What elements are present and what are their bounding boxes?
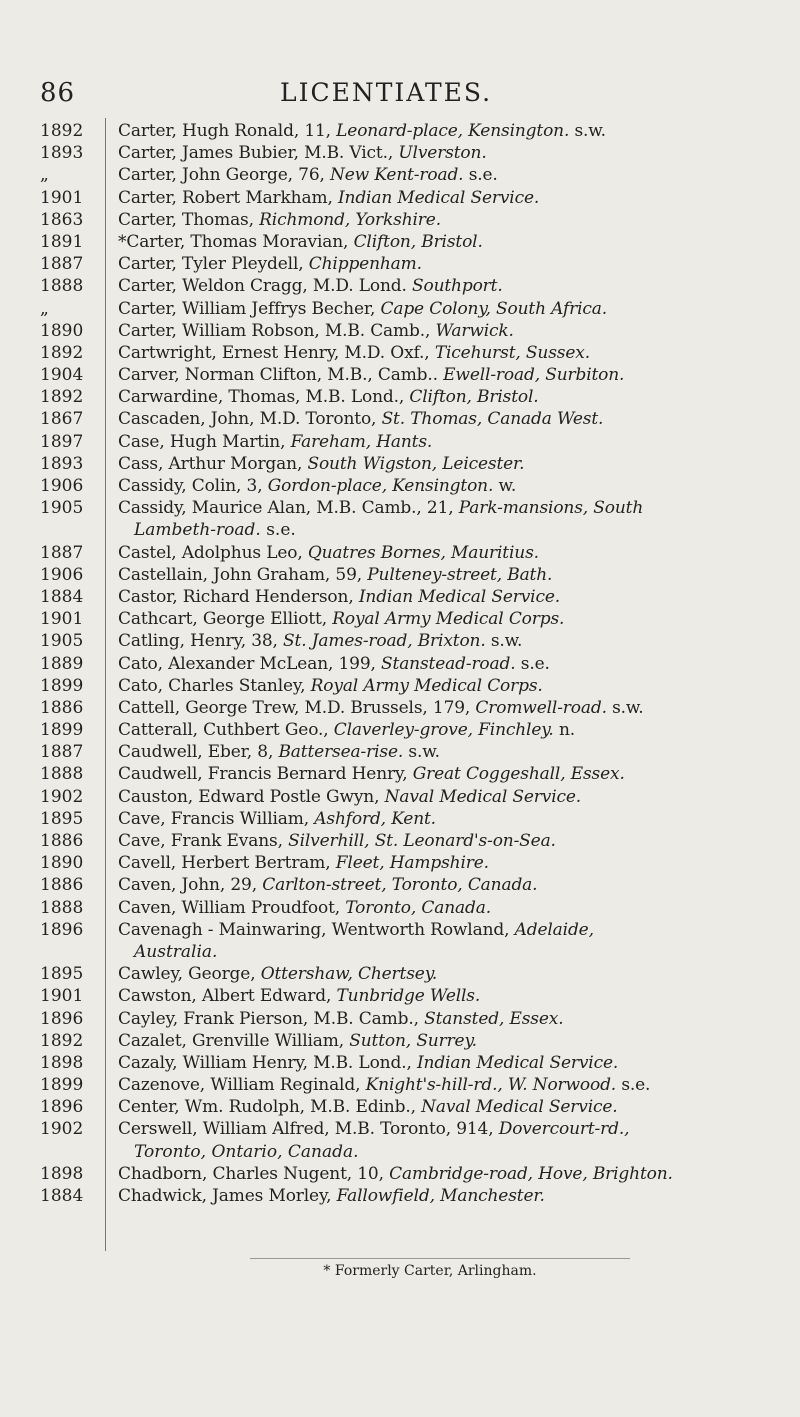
entry-text: [118, 787, 581, 807]
entry-year: 1892: [40, 342, 84, 363]
entry-district: n.: [553, 720, 575, 741]
entry-place: Stansted, Essex.: [424, 1008, 564, 1029]
entry-name: Cawston, Albert Edward,: [118, 986, 337, 1007]
entry-year: 1887: [40, 254, 84, 275]
entry-place-continued: Toronto, Ontario, Canada.: [134, 1141, 359, 1162]
entry-place-continued: Australia.: [134, 941, 218, 962]
entry-place: Ottershaw, Chertsey.: [260, 964, 438, 985]
entry-place: Battersea-rise.: [278, 742, 404, 763]
entry-place: Fallowfield, Manchester.: [336, 1186, 545, 1206]
entry-name: Caudwell, Eber, 8,: [118, 742, 279, 763]
entry-year: 1906: [40, 476, 84, 496]
entry-year: 1892: [40, 387, 84, 408]
entry-district: s.w.: [606, 697, 644, 718]
list-item: [0, 587, 800, 609]
entry-place: Cromwell-road.: [475, 697, 607, 718]
list-item: [0, 210, 800, 232]
entry-text: [118, 232, 483, 252]
list-item: [0, 254, 800, 276]
entry-text: [118, 543, 539, 563]
entry-name: Cassidy, Colin, 3,: [118, 476, 268, 496]
entry-place: Naval Medical Service.: [384, 786, 582, 807]
entry-district: s.w.: [485, 631, 523, 652]
entry-text: [118, 1186, 545, 1206]
entry-text: [118, 720, 575, 740]
page-number: 86: [40, 78, 76, 108]
entry-place: Fleet, Hampshire.: [335, 853, 489, 874]
list-item: [0, 498, 800, 542]
entry-year: 1887: [40, 742, 84, 763]
entry-name: Carter, Thomas,: [118, 209, 260, 230]
entry-year: 1893: [40, 143, 84, 164]
entry-year: 1884: [40, 1186, 84, 1206]
entry-place: St. James-road, Brixton.: [283, 631, 486, 652]
entry-text: [118, 587, 560, 607]
entry-name: *Carter, Thomas Moravian,: [118, 231, 354, 252]
entry-place: Ulverston.: [398, 143, 487, 164]
entry-name: Catterall, Cuthbert Geo.,: [118, 720, 334, 741]
list-item: [0, 343, 800, 365]
entry-text: [118, 964, 437, 984]
list-item: [0, 409, 800, 431]
entry-name: Cavell, Herbert Bertram,: [118, 853, 336, 874]
list-item: [0, 809, 800, 831]
entry-continuation: [134, 520, 296, 540]
entry-text: [118, 654, 550, 674]
entry-name: Chadborn, Charles Nugent, 10,: [118, 1163, 390, 1184]
entry-text: [118, 409, 603, 429]
list-item: [0, 831, 800, 853]
entry-district: s.e.: [260, 520, 296, 541]
entry-year: 1893: [40, 453, 84, 474]
entry-district: w.: [493, 476, 517, 496]
entry-text: [118, 1164, 673, 1184]
entry-name: Castor, Richard Henderson,: [118, 586, 359, 607]
entry-place: Clifton, Bristol.: [353, 231, 483, 252]
entry-place: Southport.: [411, 276, 503, 297]
entry-year: 1895: [40, 808, 84, 829]
entry-place: Ticehurst, Sussex.: [434, 342, 590, 363]
entry-name: Cazaly, William Henry, M.B. Lond.,: [118, 1052, 417, 1073]
entry-year: 1892: [40, 121, 84, 141]
entry-continuation: [134, 1142, 359, 1162]
entry-year: 1890: [40, 320, 84, 341]
entry-place: Quatres Bornes, Mauritius.: [307, 542, 539, 563]
entry-year: 1863: [40, 209, 84, 230]
list-item: [0, 875, 800, 897]
entry-place: Park-mansions, South: [458, 498, 644, 519]
entry-place: Warwick.: [435, 320, 514, 341]
entry-text: [118, 387, 539, 407]
entry-year: 1902: [40, 786, 84, 807]
entry-year: 1895: [40, 964, 84, 985]
entry-name: Cartwright, Ernest Henry, M.D. Oxf.,: [118, 342, 435, 363]
list-item: [0, 631, 800, 653]
list-item: [0, 1009, 800, 1031]
entry-text: [118, 698, 644, 718]
list-item: [0, 321, 800, 343]
list-item: [0, 1164, 800, 1186]
entry-name: Caudwell, Francis Bernard Henry,: [118, 764, 413, 785]
list-item: [0, 1119, 800, 1163]
entry-name: Carter, Weldon Cragg, M.D. Lond.: [118, 276, 412, 297]
entry-district: s.e.: [463, 165, 498, 186]
entry-name: Carter, James Bubier, M.B. Vict.,: [118, 143, 399, 164]
page-header: [0, 78, 800, 118]
entry-year: 1897: [40, 431, 84, 452]
entry-name: Chadwick, James Morley,: [118, 1186, 337, 1206]
entry-text: [118, 476, 516, 496]
entry-year: 1888: [40, 764, 84, 785]
list-item: [0, 1075, 800, 1097]
entry-text: [118, 454, 524, 474]
entry-year: 1892: [40, 1030, 84, 1051]
entry-place: Carlton-street, Toronto, Canada.: [262, 875, 538, 896]
entry-year: 1884: [40, 586, 84, 607]
entry-year: 1906: [40, 564, 84, 585]
entry-continuation: [134, 942, 217, 962]
list-item: [0, 853, 800, 875]
entry-name: Cass, Arthur Morgan,: [118, 453, 308, 474]
entry-text: [118, 742, 440, 762]
list-item: [0, 1097, 800, 1119]
list-item: [0, 742, 800, 764]
list-item: [0, 276, 800, 298]
entry-text: [118, 1031, 477, 1051]
entry-place: South Wigston, Leicester.: [307, 453, 525, 474]
list-item: [0, 188, 800, 210]
entry-year: 1904: [40, 365, 84, 386]
entry-text: [118, 299, 607, 319]
entry-text: [118, 986, 480, 1006]
entry-text: [118, 676, 543, 696]
list-item: [0, 898, 800, 920]
entry-year: 1889: [40, 653, 84, 674]
entry-place: Leonard-place, Kensington.: [336, 121, 570, 141]
list-item: [0, 454, 800, 476]
entry-year: 1901: [40, 609, 84, 630]
entry-name: Cazenove, William Reginald,: [118, 1075, 366, 1096]
entry-name: Cave, Frank Evans,: [118, 831, 289, 851]
entry-name: Carter, Robert Markham,: [118, 187, 338, 208]
entry-name: Catling, Henry, 38,: [118, 631, 284, 652]
entry-text: [118, 920, 594, 940]
entry-name: Carter, William Robson, M.B. Camb.,: [118, 320, 436, 341]
list-item: [0, 720, 800, 742]
entry-place: Pulteney-street, Bath.: [367, 564, 553, 585]
entry-name: Cavenagh - Mainwaring, Wentworth Rowland,: [118, 919, 515, 940]
entry-text: [118, 321, 514, 341]
entry-place: New Kent-road.: [330, 165, 464, 186]
entry-place: Ewell-road, Surbiton.: [443, 365, 625, 386]
list-item: [0, 143, 800, 165]
list-item: [0, 432, 800, 454]
entry-place-continued: Lambeth-road.: [134, 520, 261, 541]
entry-year: 1890: [40, 853, 84, 874]
entry-text: [118, 276, 503, 296]
entry-text: [118, 165, 498, 185]
entry-district: s.w.: [403, 742, 440, 763]
entry-text: [118, 831, 556, 851]
entry-name: Cattell, George Trew, M.D. Brussels, 179,: [118, 697, 476, 718]
running-title: LICENTIATES.: [280, 78, 493, 107]
entry-name: Caven, William Proudfoot,: [118, 897, 346, 918]
entry-place: Stanstead-road.: [381, 653, 516, 674]
entry-place: Silverhill, St. Leonard's-on-Sea.: [288, 831, 556, 851]
entry-place: Claverley-grove, Finchley.: [333, 720, 554, 741]
entry-text: [118, 121, 606, 141]
entry-year: 1899: [40, 720, 84, 741]
entry-name: Caven, John, 29,: [118, 875, 263, 896]
entry-name: Carter, Tyler Pleydell,: [118, 254, 309, 275]
entry-place: Indian Medical Service.: [358, 586, 560, 607]
entry-year: 1896: [40, 919, 84, 940]
list-item: [0, 920, 800, 964]
entry-place: Indian Medical Service.: [416, 1052, 619, 1073]
entry-text: [118, 365, 624, 385]
entry-place: Ashford, Kent.: [314, 808, 436, 829]
entry-place: Tunbridge Wells.: [336, 986, 481, 1007]
footnote-rule: [250, 1258, 630, 1259]
entry-place: Clifton, Bristol.: [409, 387, 539, 408]
entry-place: Sutton, Surrey.: [349, 1030, 477, 1051]
entry-place: Cape Colony, South Africa.: [380, 298, 607, 319]
entry-text: [118, 432, 432, 452]
entry-year: 1899: [40, 1075, 84, 1096]
list-item: [0, 299, 800, 321]
entry-text: [118, 898, 491, 918]
list-item: [0, 121, 800, 143]
entry-text: [118, 1119, 629, 1139]
entry-place: St. Thomas, Canada West.: [381, 409, 604, 430]
entry-year: 1905: [40, 498, 84, 519]
list-item: [0, 986, 800, 1008]
entry-name: Carter, Hugh Ronald, 11,: [118, 121, 337, 141]
entry-name: Carter, John George, 76,: [118, 165, 331, 186]
entry-name: Cato, Alexander McLean, 199,: [118, 653, 382, 674]
list-item: [0, 1053, 800, 1075]
entry-district: s.w.: [569, 121, 606, 141]
list-item: [0, 764, 800, 786]
entry-year: 1887: [40, 542, 84, 563]
entry-year: 1902: [40, 1119, 84, 1140]
entry-name: Carwardine, Thomas, M.B. Lond.,: [118, 387, 410, 408]
entry-name: Castellain, John Graham, 59,: [118, 564, 368, 585]
list-item: [0, 165, 800, 187]
list-item: [0, 543, 800, 565]
entry-year: 1905: [40, 631, 84, 652]
entry-place: Fareham, Hants.: [290, 431, 433, 452]
list-item: [0, 676, 800, 698]
list-item: [0, 654, 800, 676]
entry-text: [118, 210, 441, 230]
entry-year: 1888: [40, 897, 84, 918]
entry-text: [118, 1053, 618, 1073]
entry-year: 1898: [40, 1052, 84, 1073]
entry-place: Toronto, Canada.: [345, 897, 491, 918]
list-item: [0, 365, 800, 387]
list-item: [0, 565, 800, 587]
entry-name: Cascaden, John, M.D. Toronto,: [118, 409, 382, 430]
entry-name: Cato, Charles Stanley,: [118, 675, 311, 696]
entry-year: „: [40, 298, 49, 319]
entry-year: 1886: [40, 875, 84, 896]
entry-place: Chippenham.: [308, 254, 422, 275]
entry-place: Royal Army Medical Corps.: [310, 675, 543, 696]
entry-place: Richmond, Yorkshire.: [259, 209, 441, 230]
entry-name: Center, Wm. Rudolph, M.B. Edinb.,: [118, 1097, 422, 1118]
entry-place: Adelaide,: [514, 919, 594, 940]
entry-text: [118, 764, 625, 784]
entry-name: Causton, Edward Postle Gwyn,: [118, 786, 385, 807]
entry-name: Castel, Adolphus Leo,: [118, 542, 308, 563]
entry-place: Royal Army Medical Corps.: [332, 609, 565, 630]
list-item: [0, 964, 800, 986]
entry-year: 1896: [40, 1008, 84, 1029]
entry-name: Cerswell, William Alfred, M.B. Toronto, 914,: [118, 1119, 499, 1140]
entry-text: [118, 254, 422, 274]
entry-name: Cathcart, George Elliott,: [118, 609, 333, 630]
entry-district: s.e.: [515, 653, 550, 674]
entry-text: [118, 1097, 618, 1117]
entry-district: s.e.: [616, 1075, 651, 1096]
entry-year: 1886: [40, 697, 84, 718]
entry-year: 1899: [40, 675, 84, 696]
list-item: [0, 232, 800, 254]
entry-list: [0, 121, 800, 1208]
entry-year: „: [40, 165, 49, 186]
entry-text: [118, 143, 487, 163]
entry-name: Cassidy, Maurice Alan, M.B. Camb., 21,: [118, 498, 459, 519]
entry-text: [118, 343, 590, 363]
entry-year: 1891: [40, 231, 84, 252]
entry-year: 1888: [40, 276, 84, 297]
entry-text: [118, 498, 643, 518]
list-item: [0, 1186, 800, 1208]
entry-place: Great Coggeshall, Essex.: [412, 764, 625, 785]
entry-name: Case, Hugh Martin,: [118, 431, 291, 452]
entry-year: 1886: [40, 831, 84, 851]
list-item: [0, 787, 800, 809]
list-item: [0, 387, 800, 409]
entry-name: Cawley, George,: [118, 964, 261, 985]
entry-text: [118, 853, 489, 873]
entry-text: [118, 609, 564, 629]
list-item: [0, 476, 800, 498]
entry-name: Cayley, Frank Pierson, M.B. Camb.,: [118, 1008, 425, 1029]
entry-place: Naval Medical Service.: [421, 1097, 618, 1118]
entry-name: Cazalet, Grenville William,: [118, 1030, 350, 1051]
entry-text: [118, 809, 436, 829]
entry-name: Cave, Francis William,: [118, 808, 315, 829]
list-item: [0, 1031, 800, 1053]
entry-year: 1901: [40, 986, 84, 1007]
entry-year: 1896: [40, 1097, 84, 1118]
entry-text: [118, 875, 537, 895]
entry-name: Carter, William Jeffrys Becher,: [118, 298, 381, 319]
entry-place: Knight's-hill-rd., W. Norwood.: [365, 1075, 617, 1096]
entry-place: Gordon-place, Kensington.: [267, 476, 494, 496]
entry-year: 1898: [40, 1163, 84, 1184]
entry-place: Cambridge-road, Hove, Brighton.: [389, 1163, 673, 1184]
footnote: * Formerly Carter, Arlingham.: [323, 1263, 537, 1279]
entry-text: [118, 565, 552, 585]
entry-year: 1901: [40, 187, 84, 208]
entry-text: [118, 188, 539, 208]
entry-place: Indian Medical Service.: [337, 187, 540, 208]
entry-name: Carver, Norman Clifton, M.B., Camb..: [118, 365, 444, 386]
entry-text: [118, 1075, 650, 1095]
entry-place: Dovercourt-rd.,: [498, 1119, 630, 1140]
entry-year: 1867: [40, 409, 84, 430]
entry-text: [118, 1009, 564, 1029]
list-item: [0, 609, 800, 631]
entry-text: [118, 631, 522, 651]
list-item: [0, 698, 800, 720]
